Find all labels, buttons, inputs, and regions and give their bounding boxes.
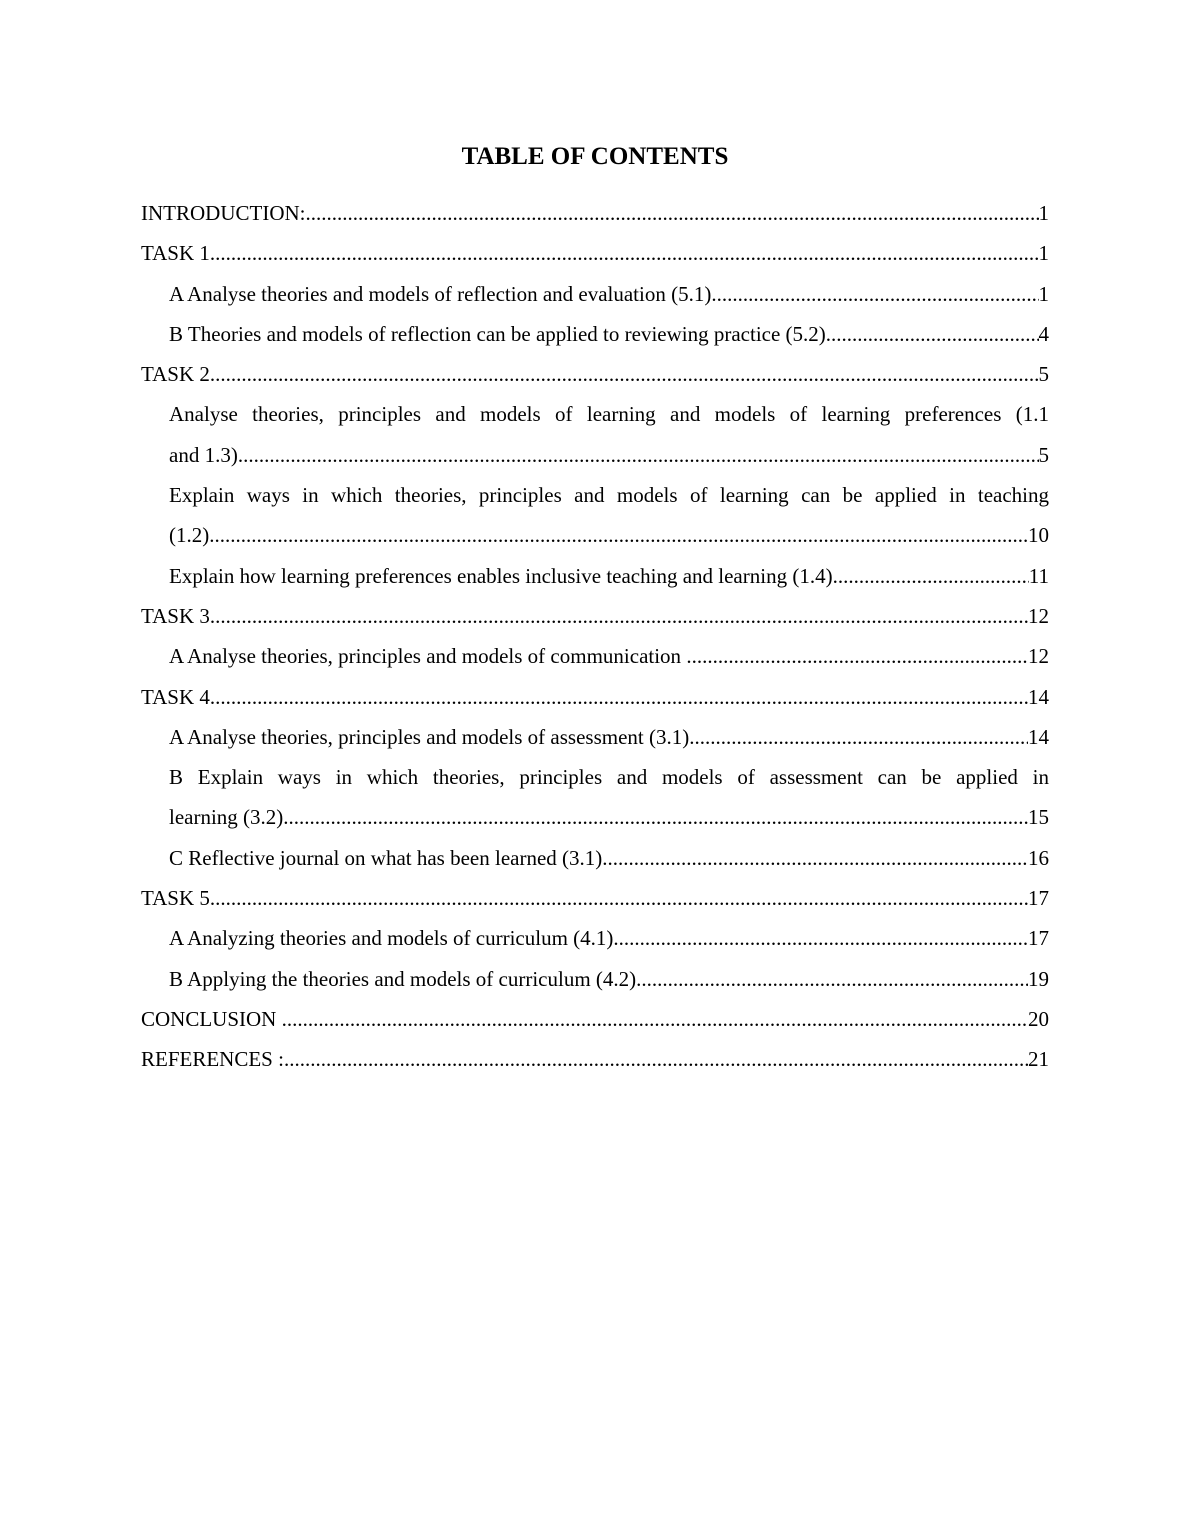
toc-page-number: 12 (1028, 644, 1049, 669)
toc-dot-leader (238, 435, 1039, 475)
toc-entry-text: B Theories and models of reflection can be applied to reviewing practice (5.2) (169, 321, 826, 346)
toc-entry-text: A Analyse theories, principles and models of assessment (3.1) (169, 724, 690, 749)
toc-page-number: 21 (1028, 1047, 1049, 1072)
toc-entry-text: REFERENCES : (141, 1047, 284, 1072)
toc-entry-text: A Analyse theories and models of reflection and evaluation (5.1) (169, 281, 712, 306)
toc-entry-text: A Analyse theories, principles and models of communication (169, 644, 687, 669)
toc-entry-text: TASK 1 (141, 241, 210, 266)
toc-page-number: 16 (1028, 845, 1049, 870)
toc-entry-row (141, 677, 1049, 717)
toc-dot-leader (686, 636, 1028, 676)
toc-entry-row (141, 878, 1049, 918)
toc-page-number: 19 (1028, 966, 1049, 991)
toc-dot-leader (613, 918, 1028, 958)
toc-entry[interactable] (141, 394, 1049, 475)
toc-page-number: 17 (1028, 926, 1049, 951)
toc-entry-row (141, 596, 1049, 636)
toc-entry-row (169, 838, 1049, 878)
toc-dot-leader (689, 717, 1028, 757)
toc-dot-leader (210, 354, 1039, 394)
toc-entry-row (141, 999, 1049, 1039)
toc-entry-text: INTRODUCTION: (141, 201, 306, 225)
toc-dot-leader (284, 1039, 1028, 1079)
toc-dot-leader (210, 596, 1028, 636)
toc-dot-leader (210, 878, 1028, 918)
toc-entry[interactable] (141, 959, 1049, 999)
toc-entry-text: and 1.3) (169, 442, 238, 467)
toc-entry-text: TASK 4 (141, 684, 210, 709)
toc-dot-leader (283, 797, 1028, 837)
toc-entry-row (169, 797, 1049, 837)
toc-entry[interactable] (141, 1039, 1049, 1079)
toc-dot-leader (711, 274, 1038, 314)
toc-entry[interactable] (141, 354, 1049, 394)
toc-dot-leader (209, 515, 1028, 555)
toc-entry[interactable] (141, 918, 1049, 958)
toc-entry-row (169, 515, 1049, 555)
toc-entry[interactable] (141, 636, 1049, 676)
toc-entry-text: CONCLUSION (141, 1006, 282, 1031)
toc-dot-leader (602, 838, 1028, 878)
toc-entry-text-line1: Analyse theories, principles and models of learning and models of learning preferences (1.1 (169, 402, 1049, 427)
toc-page-number: 11 (1028, 563, 1049, 588)
toc-entry-text: TASK 3 (141, 603, 210, 628)
toc-entry[interactable] (141, 274, 1049, 314)
toc-entry-row (141, 193, 1049, 233)
toc-entry[interactable] (141, 677, 1049, 717)
toc-entry-row (141, 354, 1049, 394)
toc-dot-leader (833, 556, 1029, 596)
toc-entry[interactable] (141, 556, 1049, 596)
toc-dot-leader (210, 677, 1028, 717)
toc-entry[interactable] (141, 193, 1049, 233)
toc-title: TABLE OF CONTENTS (461, 143, 729, 170)
toc-entry-row (169, 556, 1049, 596)
toc-page-number: 1 (1038, 241, 1049, 266)
toc-entry[interactable] (141, 999, 1049, 1039)
toc-entry-row (169, 918, 1049, 958)
toc-page-number: 14 (1028, 684, 1049, 709)
toc-entry-text: TASK 2 (141, 362, 210, 387)
toc-entry-text: B Applying the theories and models of curriculum (4.2) (169, 966, 637, 991)
toc-entry[interactable] (141, 233, 1049, 273)
toc-entry-text: Explain how learning preferences enables inclusive teaching and learning (1.4) (169, 563, 833, 588)
toc-entry-row (169, 274, 1049, 314)
toc-entry[interactable] (141, 878, 1049, 918)
toc-page-number: 14 (1028, 724, 1049, 749)
toc-entry-row (141, 1039, 1049, 1079)
toc-entry-text-line1: B Explain ways in which theories, principles and models of assessment can be applied in (169, 765, 1049, 790)
toc-entry-row (169, 636, 1049, 676)
toc-page-number: 1 (1038, 201, 1049, 225)
toc-entry[interactable] (141, 757, 1049, 838)
toc-list (141, 193, 1049, 1080)
toc-entry[interactable] (141, 475, 1049, 556)
toc-entry[interactable] (141, 838, 1049, 878)
toc-page-number: 20 (1028, 1006, 1049, 1031)
toc-page-number: 5 (1038, 442, 1049, 467)
toc-entry-text: C Reflective journal on what has been learned (3.1) (169, 845, 603, 870)
toc-entry[interactable] (141, 596, 1049, 636)
toc-entry[interactable] (141, 314, 1049, 354)
toc-dot-leader (826, 314, 1039, 354)
toc-entry-row (169, 959, 1049, 999)
toc-entry-text: A Analyzing theories and models of curriculum (4.1) (169, 926, 614, 951)
toc-entry-text-line1: Explain ways in which theories, principles and models of learning can be applied in teaching (169, 483, 1049, 508)
toc-page-number: 17 (1028, 886, 1049, 911)
toc-entry-row (141, 233, 1049, 273)
toc-entry-text: (1.2) (169, 523, 210, 548)
toc-dot-leader (305, 193, 1038, 233)
toc-entry-text: TASK 5 (141, 886, 210, 911)
toc-page-number: 12 (1028, 603, 1049, 628)
toc-page-number: 1 (1038, 281, 1049, 306)
toc-dot-leader (282, 999, 1028, 1039)
toc-entry-row (169, 717, 1049, 757)
toc-entry-row (169, 435, 1049, 475)
toc-page-number: 15 (1028, 805, 1049, 830)
toc-page-number: 5 (1038, 362, 1049, 387)
toc-page-number: 10 (1028, 523, 1049, 548)
toc-entry-row (169, 314, 1049, 354)
toc-entry[interactable] (141, 717, 1049, 757)
toc-dot-leader (210, 233, 1039, 273)
toc-entry-text: learning (3.2) (169, 805, 284, 830)
toc-dot-leader (636, 959, 1028, 999)
toc-page-number: 4 (1038, 321, 1049, 346)
